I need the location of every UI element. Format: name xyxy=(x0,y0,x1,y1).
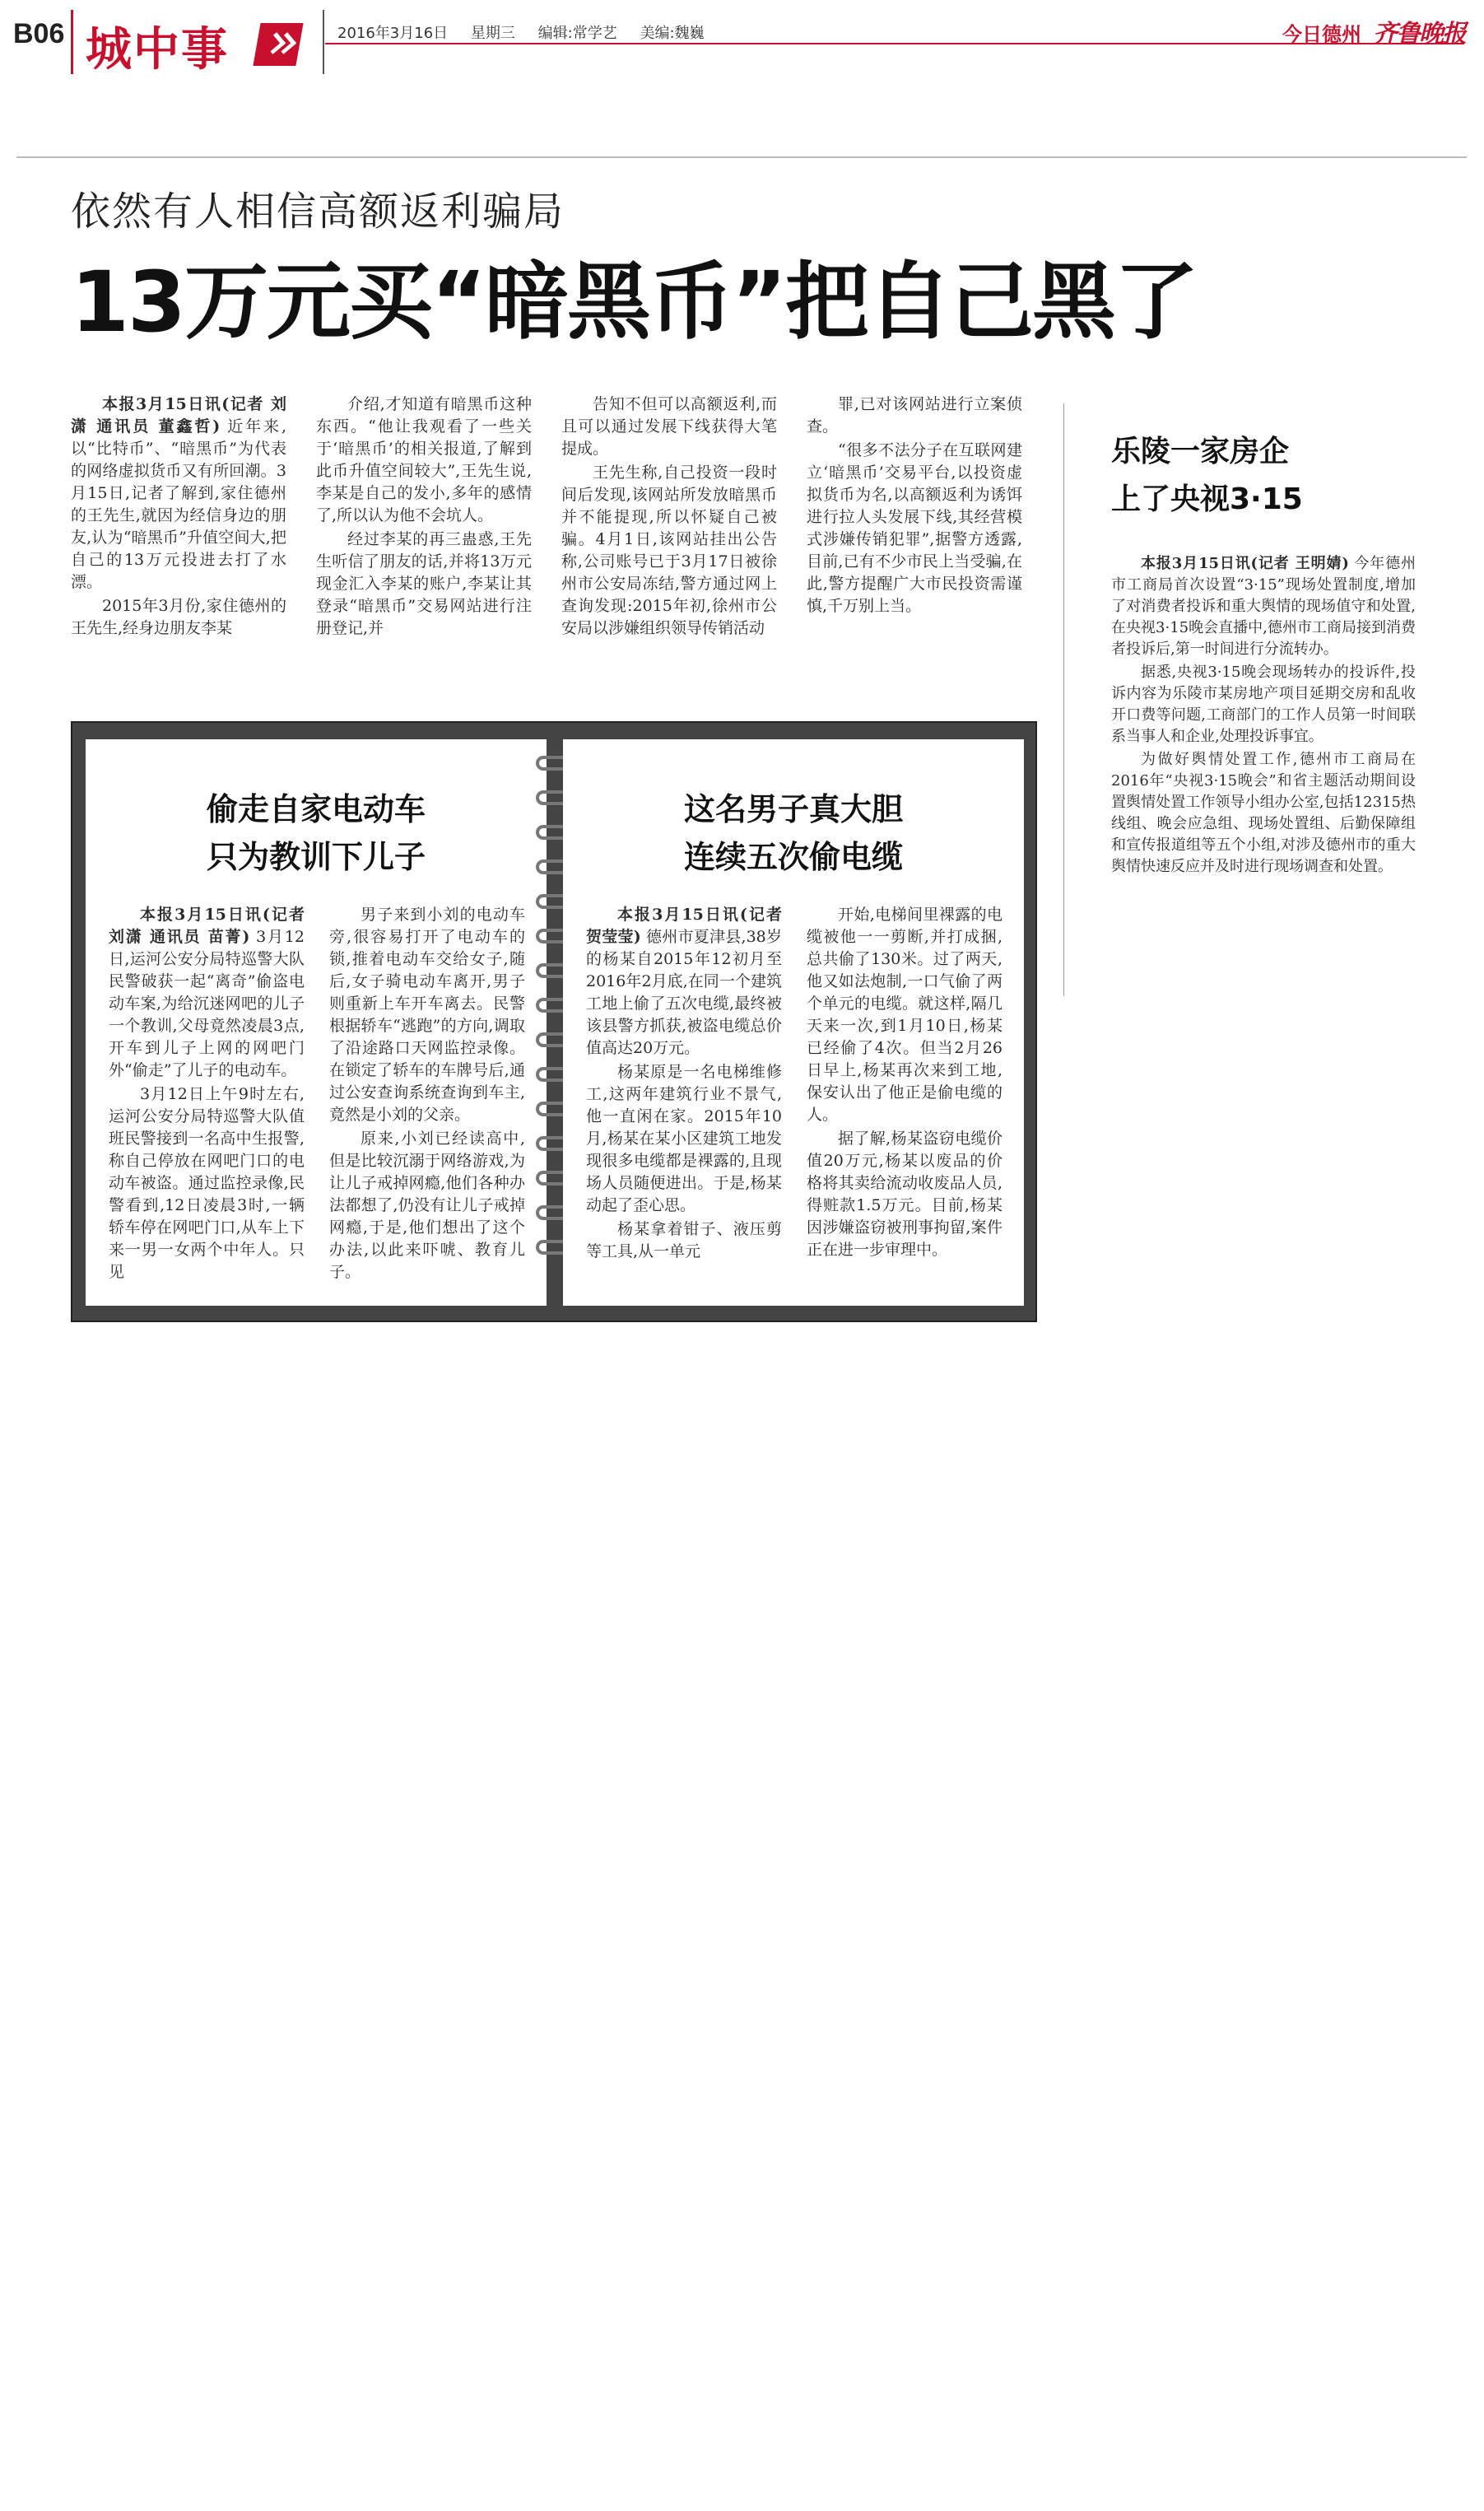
story-title-line: 只为教训下儿子 xyxy=(206,839,426,875)
paragraph: 罪,已对该网站进行立案侦查。 xyxy=(807,395,1022,436)
paragraph: 今年德州市工商局首次设置“3·15”现场处置制度,增加了对消费者投诉和重大舆情的现场值守和处置,在央视3·15晚会直播中,德州市工商局接到消费者投诉后,第一时间进行分流转办。 xyxy=(1111,555,1416,658)
issue-weekday: 星期三 xyxy=(470,25,515,42)
issue-date: 2016年3月16日 xyxy=(337,25,449,42)
left-story-column-1 xyxy=(109,904,305,1291)
paragraph: 近年来,以“比特币”、“暗黑币”为代表的网络虚拟货币又有所回潮。3月15日,记者了解到,家住德州的王先生,就因为经信身边的朋友,认为“暗黑币”升值空间大,把自己的13万元投进去打了水漂。 xyxy=(71,417,286,591)
headline-kicker: 依然有人相信高额返利骗局 xyxy=(71,189,565,235)
dateline: 本报3月15日讯(记者 刘潇 通讯员 苗菁) xyxy=(109,906,305,946)
story-title-line: 偷走自家电动车 xyxy=(206,791,426,827)
double-chevron-right-icon xyxy=(253,23,303,66)
newspaper-logo: 齐鲁晚报 xyxy=(1373,20,1465,49)
right-story-column-2 xyxy=(807,904,1003,1291)
paragraph: 原来,小刘已经读高中,但是比较沉溺于网络游戏,为让儿子戒掉网瘾,他们各种办法都想了,仍没有让儿子戒掉网瘾,于是,他们想出了这个办法,以此来吓唬、教育儿子。 xyxy=(329,1130,525,1281)
main-story-column-4 xyxy=(807,394,1022,698)
designer-credit: 美编:魏巍 xyxy=(640,25,705,42)
paragraph: 据了解,杨某盗窃电缆价值20万元,杨某以废品的价格将其卖给流动收废品人员,得赃款1.5万元。目前,杨某因涉嫌盗窃被刑事拘留,案件正在进一步审理中。 xyxy=(807,1130,1003,1259)
paragraph: 2015年3月份,家住德州的王先生,经身边朋友李某 xyxy=(71,597,286,637)
side-story-body xyxy=(1111,553,1416,981)
dateline: 本报3月15日讯(记者 刘潇 通讯员 董鑫哲) xyxy=(71,395,286,436)
masthead xyxy=(0,0,1484,82)
side-title-line: 上了央视3·15 xyxy=(1111,482,1303,516)
issue-meta xyxy=(337,21,723,43)
paragraph: 开始,电梯间里裸露的电缆被他一一剪断,并打成捆,总共偷了130米。过了两天,他又如法炮制,一口气偷了两个单元的电缆。就这样,隔几天来一次,到1月10日,杨某已经偷了4次。但当2月26日早上,杨某再次来到工地,保安认出了他正是偷电缆的人。 xyxy=(807,906,1003,1124)
section-title: 城中事 xyxy=(86,23,229,77)
main-story-column-1 xyxy=(71,394,286,698)
side-story-title xyxy=(1111,428,1424,524)
main-headline: 13万元买“暗黑币”把自己黑了 xyxy=(71,254,1198,352)
paragraph: 3月12日,运河公安分局特巡警大队民警破获一起“离奇”偷盗电动车案,为给沉迷网吧的儿子一个教训,父母竟然凌晨3点,开车到儿子上网的网吧门外“偷走”了儿子的电动车。 xyxy=(109,928,305,1079)
paragraph: 据悉,央视3·15晚会现场转办的投诉件,投诉内容为乐陵市某房地产项目延期交房和乱收开口费等问题,工商部门的工作人员第一时间联系当事人和企业,处理投诉事宜。 xyxy=(1111,664,1416,745)
right-story-column-1 xyxy=(586,904,782,1291)
story-title-line: 这名男子真大胆 xyxy=(683,791,903,827)
page-number: B06 xyxy=(13,18,65,49)
dateline: 本报3月15日讯(记者 王明婧) xyxy=(1141,555,1349,572)
masthead-divider xyxy=(71,10,73,74)
main-story-column-2 xyxy=(316,394,532,698)
editor-credit: 编辑:常学艺 xyxy=(537,25,617,42)
paragraph: 德州市夏津县,38岁的杨某自2015年12初月至2016年2月底,在同一个建筑工地上偷了五次电缆,最终被该县警方抓获,被盗电缆总价值高达20万元。 xyxy=(586,928,782,1057)
notebook-right-page xyxy=(563,739,1024,1306)
paragraph: 杨某拿着钳子、液压剪等工具,从一单元 xyxy=(586,1220,782,1260)
edition-name: 今日德州 xyxy=(1282,23,1361,46)
paragraph: 3月12日上午9时左右,运河公安分局特巡警大队值班民警接到一名高中生报警,称自己停放在网吧门口的电动车被盗。通过监控录像,民警看到,12日凌晨3时,一辆轿车停在网吧门口,从车上下来一男一女两个中年人。只见 xyxy=(109,1085,305,1281)
paragraph: 男子来到小刘的电动车旁,很容易打开了电动车的锁,推着电动车交给女子,随后,女子骑电动车离开,男子则重新上车开车离去。民警根据轿车“逃跑”的方向,调取了沿途路口天网监控录像。在锁定了轿车的车牌号后,通过公安查询系统查询到车主,竟然是小刘的父亲。 xyxy=(329,906,525,1124)
paragraph: 介绍,才知道有暗黑币这种东西。“他让我观看了一些关于‘暗黑币’的相关报道,了解到此币升值空间较大”,王先生说,李某是自己的发小,多年的感情了,所以认为他不会坑人。 xyxy=(316,395,532,524)
side-title-line: 乐陵一家房企 xyxy=(1111,435,1290,468)
paragraph: 告知不但可以高额返利,而且可以通过发展下线获得大笔提成。 xyxy=(561,395,777,458)
column-divider xyxy=(1063,403,1064,996)
masthead-divider xyxy=(323,10,324,74)
dateline: 本报3月15日讯(记者 贺莹莹) xyxy=(586,906,782,946)
main-story-column-3 xyxy=(561,394,777,698)
left-story-column-2 xyxy=(329,904,525,1291)
paragraph: 王先生称,自己投资一段时间后发现,该网站所发放暗黑币并不能提现,所以怀疑自己被骗。4月1日,该网站挂出公告称,公司账号已于3月17日被徐州市公安局冻结,警方通过网上查询发现:2015年初,徐州市公安局以涉嫌组织领导传销活动 xyxy=(561,464,777,637)
right-story-title xyxy=(563,785,1024,881)
headline-rule xyxy=(16,156,1467,158)
paragraph: “很多不法分子在互联网建立‘暗黑币’交易平台,以投资虚拟货币为名,以高额返利为诱饵进行拉人头发展下线,其经营模式涉嫌传销犯罪”,据警方透露,目前,已有不少市民上当受骗,在此,警方提醒广大市民投资需谨慎,千万别上当。 xyxy=(807,441,1022,615)
paragraph: 为做好舆情处置工作,德州市工商局在2016年“央视3·15晚会”和省主题活动期间设置舆情处置工作领导小组办公室,包括12315热线组、晚会应急组、现场处置组、后勤保障组和宣传报道组等五个小组,对涉及德州市的重大舆情快速反应并及时进行现场调查和处置。 xyxy=(1111,751,1416,875)
story-title-line: 连续五次偷电缆 xyxy=(683,839,903,875)
notebook-box xyxy=(71,721,1037,1322)
paragraph: 杨某原是一名电梯维修工,这两年建筑行业不景气,他一直闲在家。2015年10月,杨某在某小区建筑工地发现很多电缆都是裸露的,且现场人员随便进出。于是,杨某动起了歪心思。 xyxy=(586,1063,782,1214)
left-story-title xyxy=(86,785,547,881)
notebook-left-page xyxy=(86,739,547,1306)
paragraph: 经过李某的再三蛊惑,王先生听信了朋友的话,并将13万元现金汇入李某的账户,李某让其登录“暗黑币”交易网站进行注册登记,并 xyxy=(316,530,532,637)
